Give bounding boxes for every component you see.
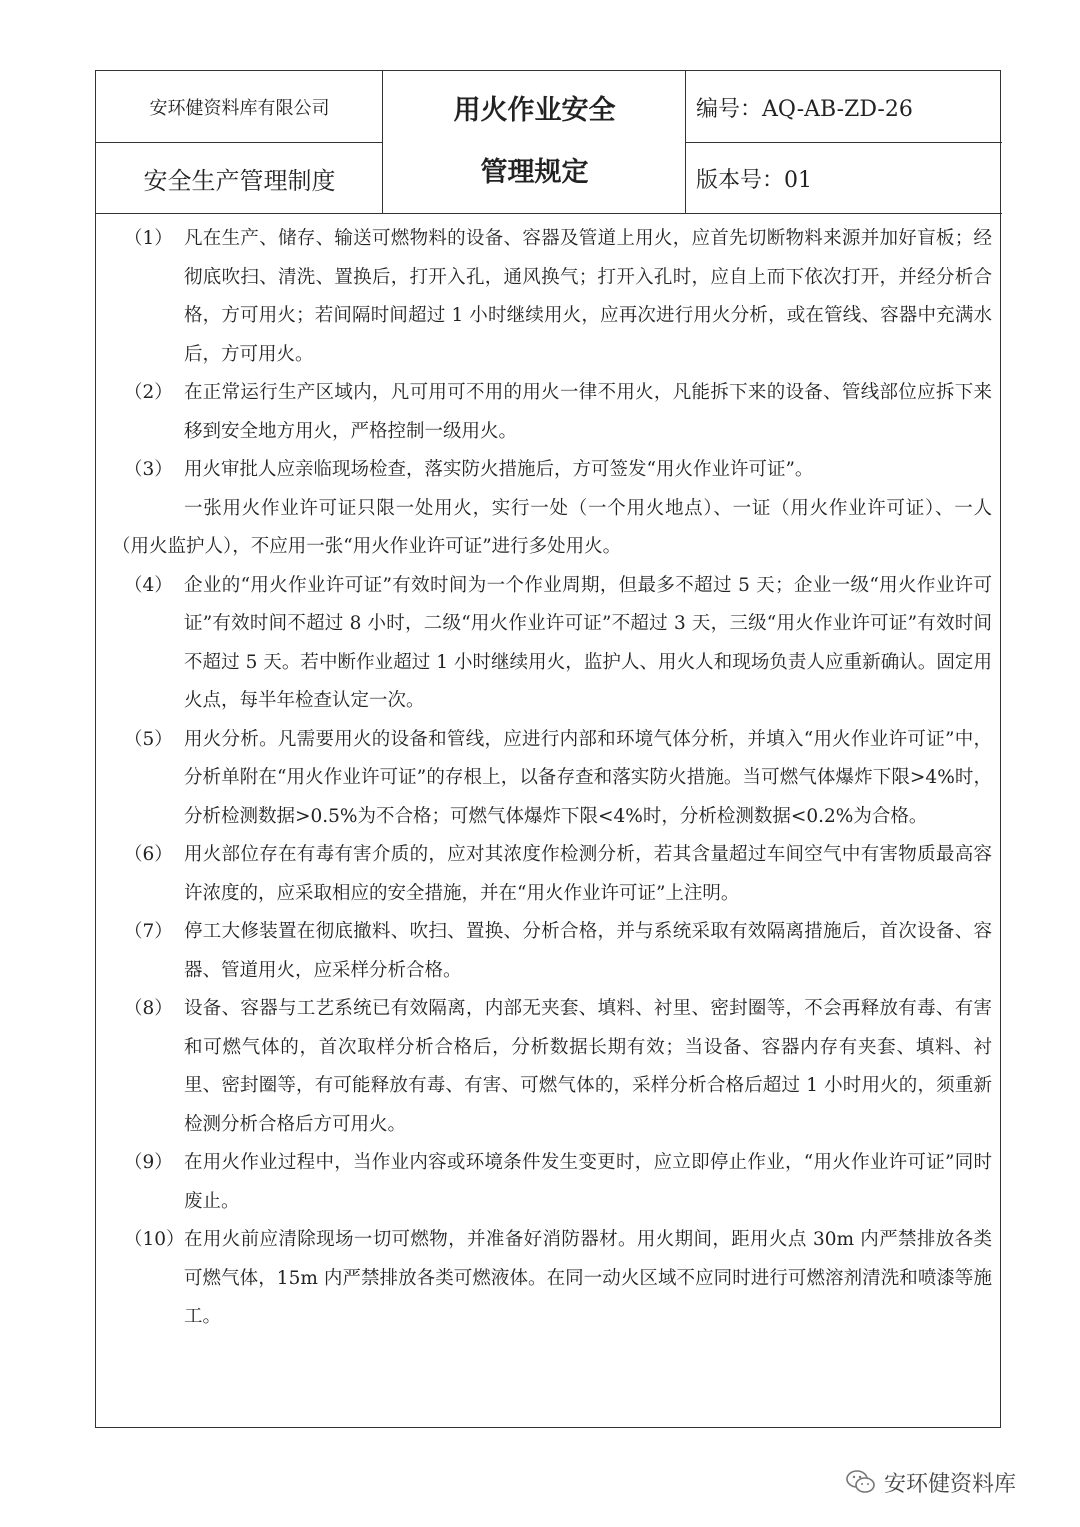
watermark-text: 安环健资料库 bbox=[884, 1471, 1017, 1497]
document-body bbox=[96, 214, 1002, 1337]
clause-text: 停工大修装置在彻底撤料、吹扫、置换、分析合格，并与系统采取有效隔离措施后，首次设备、容器、管道用火，应采样分析合格。 bbox=[184, 921, 992, 981]
clause-10 bbox=[112, 1221, 992, 1337]
document-frame bbox=[95, 70, 1001, 1428]
clause-number: （2） bbox=[124, 382, 173, 403]
clause-3 bbox=[112, 451, 992, 490]
clause-text: 在正常运行生产区域内，凡可用可不用的用火一律不用火，凡能拆下来的设备、管线部位应拆下来移到安全地方用火，严格控制一级用火。 bbox=[184, 382, 992, 442]
clause-5 bbox=[112, 721, 992, 837]
clause-text: 在用火前应清除现场一切可燃物，并准备好消防器材。用火期间，距用火点 30m 内严禁排放各类可燃气体，15m 内严禁排放各类可燃液体。在同一动火区域不应同时进行可燃溶剂清洗和喷漆等施工。 bbox=[184, 1229, 992, 1327]
clause-6 bbox=[112, 836, 992, 913]
clause-text: 设备、容器与工艺系统已有效隔离，内部无夹套、填料、衬里、密封圈等，不会再释放有毒、有害和可燃气体的，首次取样分析合格后，分析数据长期有效；当设备、容器内存有夹套、填料、衬里、密封圈等，有可能释放有毒、有害、可燃气体的，采样分析合格后超过 1 小时用火的，须重新检测分析合格后方可用火。 bbox=[184, 998, 992, 1135]
clause-number: （9） bbox=[124, 1152, 173, 1173]
clause-text: 用火审批人应亲临现场检查，落实防火措施后，方可签发“用火作业许可证”。 bbox=[184, 459, 814, 480]
clause-text: 用火分析。凡需要用火的设备和管线，应进行内部和环境气体分析，并填入“用火作业许可证”中，分析单附在“用火作业许可证”的存根上，以备存查和落实防火措施。当可燃气体爆炸下限>4%时，分析检测数据>0.5%为不合格；可燃气体爆炸下限<4%时，分析检测数据<0.2%为合格。 bbox=[184, 728, 992, 827]
clause-text: 企业的“用火作业许可证”有效时间为一个作业周期，但最多不超过 5 天；企业一级“用火作业许可证”有效时间不超过 8 小时，二级“用火作业许可证”不超过 3 天，三级“用火作业许可证”有效时间不超过 5 天。若中断作业超过 1 小时继续用火，监护人、用火人和现场负责人应重新确认。固定用火点，每半年检查认定一次。 bbox=[184, 574, 992, 711]
clause-8 bbox=[112, 990, 992, 1144]
document-number: 编号：AQ-AB-ZD-26 bbox=[696, 96, 913, 122]
clause-number: （3） bbox=[124, 459, 173, 480]
clause-number: （8） bbox=[124, 998, 173, 1019]
clause-number: （1） bbox=[124, 228, 173, 249]
clause-text: 凡在生产、储存、输送可燃物料的设备、容器及管道上用火，应首先切断物料来源并加好盲板；经彻底吹扫、清洗、置换后，打开入孔，通风换气；打开入孔时，应自上而下依次打开，并经分析合格，方可用火；若间隔时间超过 1 小时继续用火，应再次进行用火分析，或在管线、容器中充满水后，方可用火。 bbox=[184, 228, 992, 365]
title-line-2: 管理规定 bbox=[480, 157, 589, 188]
wechat-icon bbox=[846, 1469, 876, 1495]
document-title bbox=[383, 71, 686, 213]
clause-number: （5） bbox=[124, 728, 173, 750]
clause-4 bbox=[112, 567, 992, 721]
clause-3-paragraph: 一张用火作业许可证只限一处用火，实行一处（一个用火地点）、一证（用火作业许可证）、一人（用火监护人），不应用一张“用火作业许可证”进行多处用火。 bbox=[112, 497, 992, 557]
clause-number: （6） bbox=[124, 844, 173, 865]
clause-9 bbox=[112, 1144, 992, 1221]
watermark bbox=[846, 1464, 1016, 1500]
system-name: 安全生产管理制度 bbox=[143, 166, 336, 195]
clause-7 bbox=[112, 913, 992, 990]
clause-number: （10） bbox=[124, 1229, 185, 1250]
title-line-1: 用火作业安全 bbox=[453, 95, 616, 126]
clause-1 bbox=[112, 220, 992, 374]
version-number: 版本号：01 bbox=[696, 167, 812, 193]
clause-text: 用火部位存在有毒有害介质的，应对其浓度作检测分析，若其含量超过车间空气中有害物质最高容许浓度的，应采取相应的安全措施，并在“用火作业许可证”上注明。 bbox=[184, 844, 992, 904]
clause-number: （4） bbox=[124, 574, 173, 596]
clause-number: （7） bbox=[124, 921, 173, 942]
company-name: 安环健资料库有限公司 bbox=[149, 98, 330, 119]
clause-2 bbox=[112, 374, 992, 451]
clause-text: 在用火作业过程中，当作业内容或环境条件发生变更时，应立即停止作业，“用火作业许可证”同时废止。 bbox=[184, 1152, 992, 1212]
